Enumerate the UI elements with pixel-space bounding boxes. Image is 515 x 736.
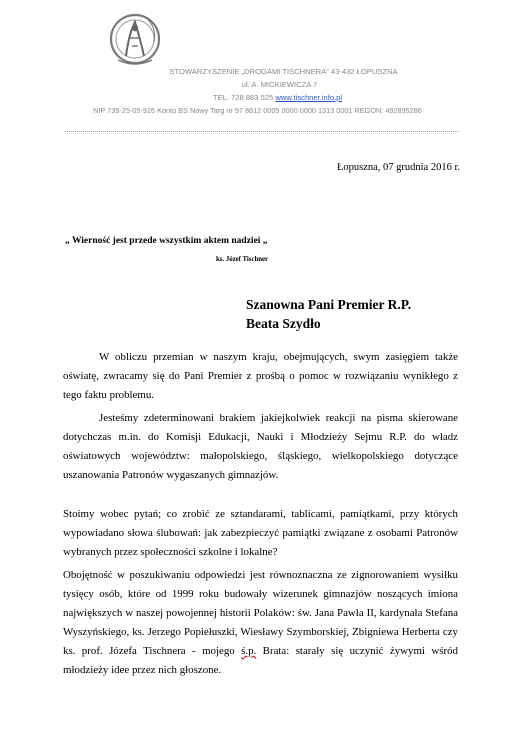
association-logo-icon	[108, 12, 162, 70]
recipient-title: Szanowna Pani Premier R.P.	[246, 297, 412, 312]
header-website-link[interactable]: www.tischner.info.pl	[275, 93, 343, 102]
recipient-name: Beata Szydło	[246, 316, 321, 331]
paragraph-4-text-end: Brata: starały się uczynić żywymi wśród młodzieży idee przez nich głoszone.	[63, 645, 458, 676]
paragraph-1: W obliczu przemian w naszym kraju, obejmujących, swym zasięgiem także oświatę, zwracamy się do Pani Premier z prośbą o pomoc w rozwiązaniu wynikłego z tego faktu problemu.	[63, 351, 458, 401]
spellcheck-marked-word: ś.p.	[241, 645, 257, 657]
paragraph-4-text-start: Obojętność w poszukiwaniu odpowiedzi jest równoznaczna ze zignorowaniem wysiłku tysięcy osób, które od 1999 roku budowały wizerunek gimnazjów noszących imiona największych w naszej powojennej historii Polaków: św. Jana Pawła II, kardynała Stefana Wyszyńskiego, ks. Jerzego Popiełuszki, Wiesławy Szymborskiej, Zbigniewa Herberta czy ks. prof. Józefa Tischnera - mojego	[63, 569, 458, 657]
motto-author: ks. Józef Tischner	[216, 256, 269, 263]
header-divider	[65, 131, 458, 132]
header-phone: TEL. 728 883 525	[212, 93, 274, 102]
header-org-name: STOWARZYSZENIE „DROGAMI TISCHNERA” 43-432 ŁOPUSZNA	[169, 67, 398, 76]
paragraph-2: Jesteśmy zdeterminowani brakiem jakiejkolwiek reakcji na pisma skierowane dotychczas m.in. do Komisji Edukacji, Nauki i Młodzieży Sejmu R.P. do władz oświatowych województw: małopolskiego, śląskiego, wielkopolskiego dotyczące uszanowania Patronów wygaszanych gimnazjów.	[63, 412, 458, 481]
letter-date: Łopuszna, 07 grudnia 2016 r.	[336, 162, 460, 173]
header-street: ul. A. MICKIEWICZA 7	[241, 80, 318, 89]
header-registry: NIP 735-25-05-926 Konto BS Nowy Targ nr 97 8812 0005 0000 0000 1313 0001 REGON: 492895286	[93, 106, 422, 115]
motto-quote: „ Wierność jest przede wszystkim aktem nadziei „	[65, 236, 268, 246]
header-contact	[20, 93, 515, 102]
paragraph-3: Stoimy wobec pytań; co zrobić ze sztandarami, tablicami, pamiątkami, przy których wypowiadano słowa ślubowań: jak zabezpieczyć pamiątki związane z osobami Patronów wybranych przez społeczności szkolne i lokalne?	[63, 508, 458, 558]
paragraph-4	[63, 566, 458, 680]
